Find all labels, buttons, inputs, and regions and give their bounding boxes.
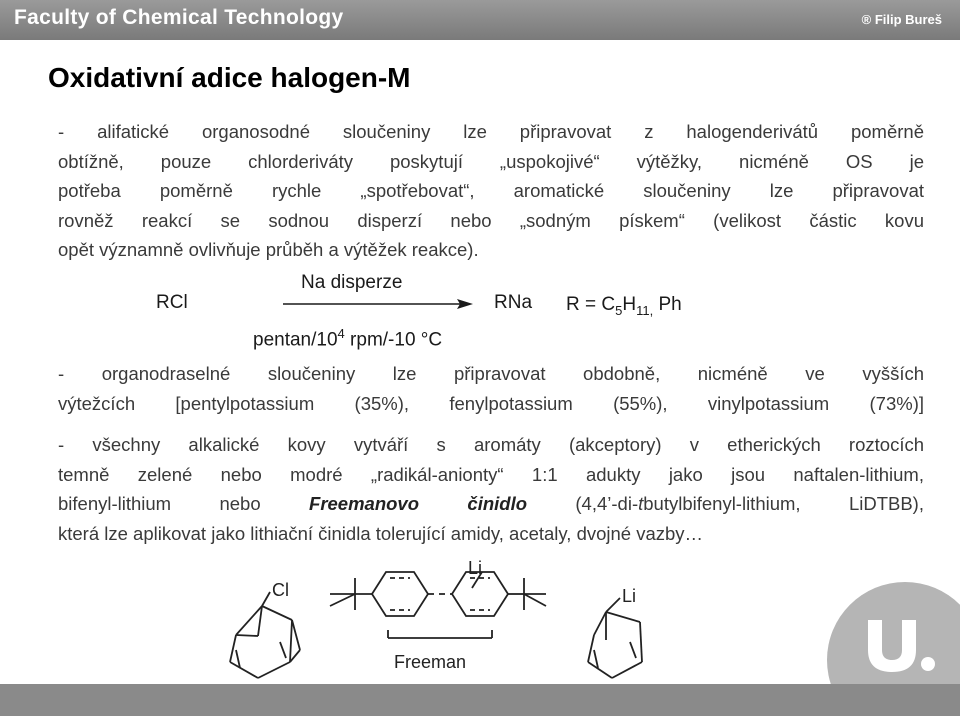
freeman-label: Freeman xyxy=(394,652,467,672)
reactant: RCl xyxy=(156,292,188,313)
reaction-scheme xyxy=(0,260,960,360)
norbornenyl-lithium-structure xyxy=(588,598,642,678)
text-line: potřeba poměrně rychle „spotřebovat“, aromatické sloučeniny lze připravovat xyxy=(58,180,924,201)
text-line: - organodraselné sloučeniny lze připravovat obdobně, nicméně ve vyšších xyxy=(58,363,924,384)
text-line: opět významně ovlivňuje průběh a výtěžek reakce). xyxy=(58,239,479,260)
lithium-label-top: Li xyxy=(468,558,483,578)
reagent-bottom: pentan/$10^4$ rpm/-10 °C xyxy=(253,326,443,351)
norbornenyl-chloride-structure xyxy=(230,592,300,678)
text-line: rovněž reakcí se sodnou disperzí nebo „sodným pískem“ (velikost částic kovu xyxy=(58,209,924,231)
header-bar xyxy=(0,0,960,40)
freeman-reagent-emphasis: Freemanovo činidlo xyxy=(309,493,528,514)
r-definition: $R = C_5H_{11,}$ Ph xyxy=(566,294,682,318)
freeman-reagent-structure xyxy=(330,572,546,638)
university-logo-icon xyxy=(810,580,960,684)
text-line: bifenyl-lithium nebo Freemanovo činidlo (4,4’-di-tbutylbifenyl-lithium, LiDTBB), xyxy=(58,493,924,514)
lithium-label-right: Li xyxy=(622,586,637,606)
text-line: - všechny alkalické kovy vytváří s aromáty (akceptory) v etherických roztocích xyxy=(58,434,924,455)
text-line: - alifatické organosodné sloučeniny lze připravovat z halogenderivátů poměrně xyxy=(58,121,924,142)
university-logo xyxy=(810,580,960,684)
paragraph-sodium xyxy=(58,117,924,265)
text-line: výtežcích [pentylpotassium (35%), fenylpotassium (55%), vinylpotassium (73%)] xyxy=(58,392,924,414)
paragraph-potassium xyxy=(58,359,924,418)
slide-title: Oxidativní adice halogen-M xyxy=(48,62,411,93)
product: RNa xyxy=(494,292,533,313)
faculty-name: Faculty of Chemical Technology xyxy=(14,6,344,29)
text-line: temně zelené nebo modré „radikál-anionty“ 1:1 adukty jako jsou naftalen-lithium, xyxy=(58,463,924,485)
author-credit: ® Filip Bureš xyxy=(861,12,942,27)
reaction-arrow xyxy=(283,298,473,310)
footer-bar xyxy=(0,684,960,716)
paragraph-lithium xyxy=(58,430,924,548)
structures-diagram xyxy=(0,550,800,684)
text-line: která lze aplikovat jako lithiační činidla tolerující amidy, acetaly, dvojné vazby… xyxy=(58,522,704,544)
reagent-top: Na disperze xyxy=(301,272,403,293)
chlorine-label: Cl xyxy=(272,580,289,600)
text-line: obtížně, pouze chlorderiváty poskytují „uspokojivé“ výtěžky, nicméně OS je xyxy=(58,150,924,172)
